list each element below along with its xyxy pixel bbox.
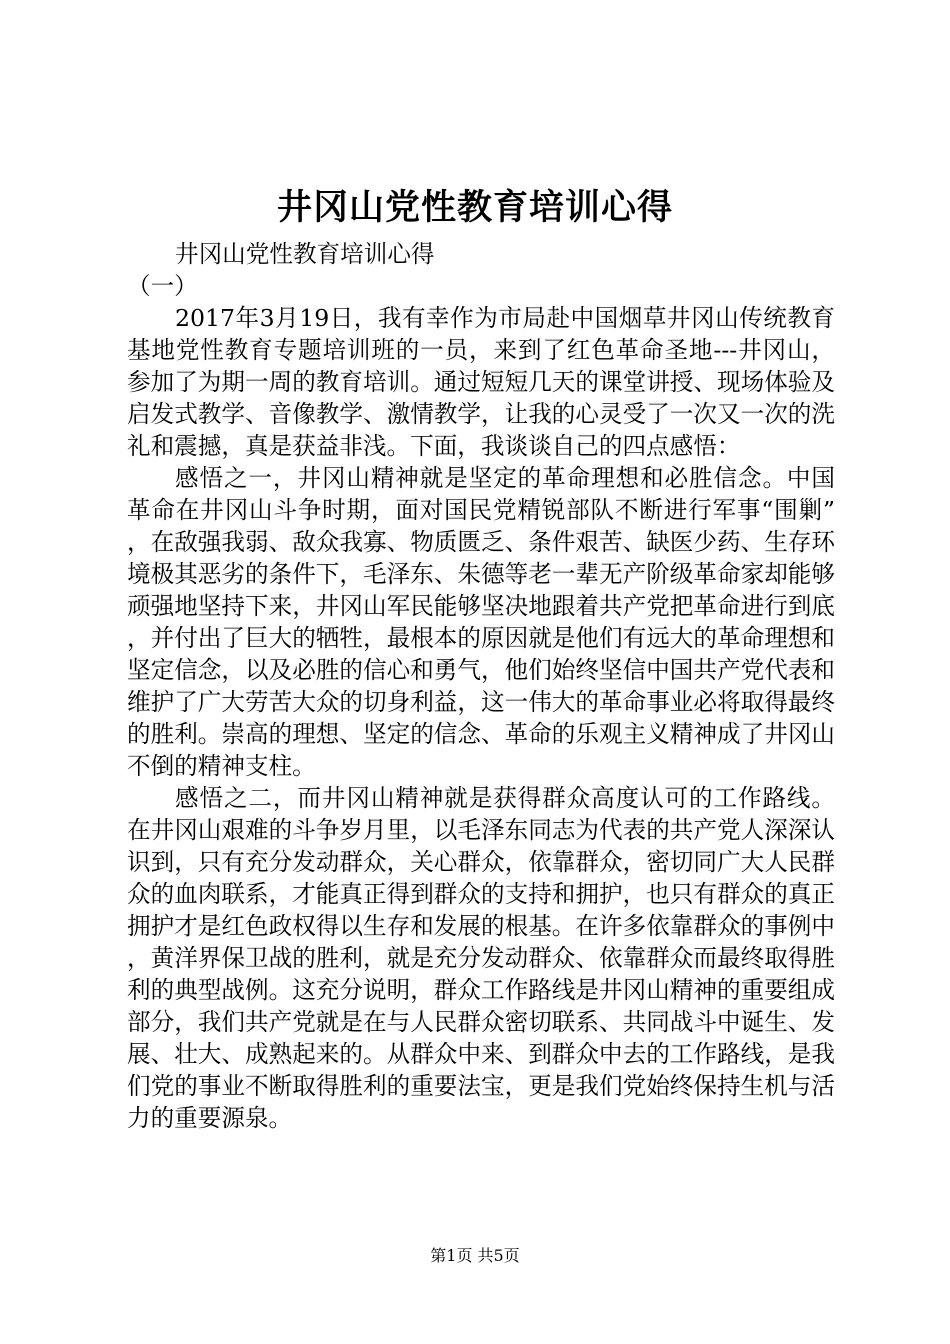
document-body: [127, 238, 835, 1134]
document-subtitle: 井冈山党性教育培训心得: [175, 240, 435, 268]
paragraph-insight-one: 感悟之一，井冈山精神就是坚定的革命理想和必胜信念。中国革命在井冈山斗争时期，面对国民党精锐部队不断进行军事“围剿”，在敌强我弱、敌众我寡、物质匮乏、条件艰苦、缺医少药、生存环境极其恶劣的条件下，毛泽东、朱德等老一辈无产阶级革命家却能够顽强地坚持下来，井冈山军民能够坚决地跟着共产党把革命进行到底，并付出了巨大的牺牲，最根本的原因就是他们有远大的革命理想和坚定信念，以及必胜的信心和勇气，他们始终坚信中国共产党代表和维护了广大劳苦大众的切身利益，这一伟大的革命事业必将取得最终的胜利。崇高的理想、坚定的信念、革命的乐观主义精神成了井冈山不倒的精神支柱。: [127, 464, 835, 780]
paragraph-insight-two: 感悟之二，而井冈山精神就是获得群众高度认可的工作路线。在井冈山艰难的斗争岁月里，以毛泽东同志为代表的共产党人深深认识到，只有充分发动群众，关心群众，依靠群众，密切同广大人民群众的血肉联系，才能真正得到群众的支持和拥护，也只有群众的真正拥护才是红色政权得以生存和发展的根基。在许多依靠群众的事例中，黄洋界保卫战的胜利，就是充分发动群众、依靠群众而最终取得胜利的典型战例。这充分说明，群众工作路线是井冈山精神的重要组成部分，我们共产党就是在与人民群众密切联系、共同战斗中诞生、发展、壮大、成熟起来的。从群众中来、到群众中去的工作路线，是我们党的事业不断取得胜利的重要法宝，更是我们党始终保持生机与活力的重要源泉。: [127, 784, 835, 1132]
document-title: 井冈山党性教育培训心得: [276, 187, 673, 228]
paragraph-intro: 2017年3月19日，我有幸作为市局赴中国烟草井冈山传统教育基地党性教育专题培训班的一员，来到了红色革命圣地---井冈山，参加了为期一周的教育培训。通过短短几天的课堂讲授、现场体验及启发式教学、音像教学、激情教学，让我的心灵受了一次又一次的洗礼和震撼，真是获益非浅。下面，我谈谈自己的四点感悟：: [127, 304, 835, 460]
page-number-footer: 第1页 共5页: [430, 1246, 520, 1265]
section-marker: （一）: [127, 272, 198, 300]
